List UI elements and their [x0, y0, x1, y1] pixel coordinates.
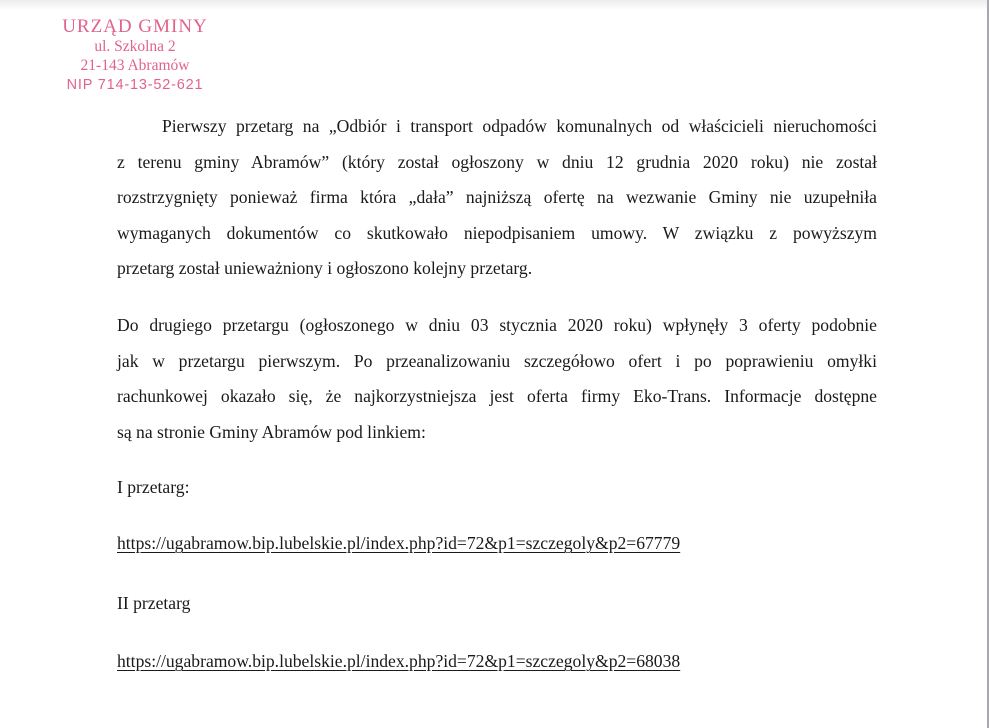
- tender-1-label: I przetarg:: [117, 477, 190, 497]
- tender-1-link[interactable]: https://ugabramow.bip.lubelskie.pl/index.php?id=72&p1=szczegoly&p2=67779: [117, 533, 681, 553]
- tender-2-link[interactable]: https://ugabramow.bip.lubelskie.pl/index.php?id=72&p1=szczegoly&p2=68038: [117, 651, 681, 671]
- paragraph-line: przetarg został unieważniony i ogłoszono kolejny przetarg.: [117, 258, 533, 278]
- paragraph-line: Pierwszy przetarg na „Odbiór i transport odpadów komunalnych od właścicieli nieruchomości: [162, 116, 877, 136]
- office-stamp: [40, 17, 230, 95]
- paragraph-line: rozstrzygnięty ponieważ firma która „dała” najniższą ofertę na wezwanie Gminy nie uzupełniła: [117, 187, 877, 207]
- paragraph-second-tender: [117, 308, 877, 450]
- paragraph-line: wymaganych dokumentów co skutkowało niepodpisaniem umowy. W związku z powyższym: [117, 222, 877, 243]
- stamp-street: ul. Szkolna 2: [94, 37, 176, 55]
- stamp-title: URZĄD GMINY: [62, 16, 208, 37]
- stamp-city: 21-143 Abramów: [80, 57, 190, 74]
- paragraph-first-tender: [117, 109, 877, 287]
- paragraph-line: jak w przetargu pierwszym. Po przeanalizowaniu szczegółowo ofert i po poprawieniu omyłki: [117, 350, 877, 371]
- tender-2-label: II przetarg: [117, 593, 191, 613]
- paragraph-line: Do drugiego przetargu (ogłoszonego w dniu 03 stycznia 2020 roku) wpłynęły 3 oferty podobnie: [117, 315, 877, 335]
- paragraph-line: z terenu gminy Abramów” (który został ogłoszony w dniu 12 grudnia 2020 roku) nie został: [117, 151, 877, 172]
- paragraph-line: są na stronie Gminy Abramów pod linkiem:: [117, 421, 426, 442]
- paragraph-line: rachunkowej okazało się, że najkorzystniejsza jest oferta firmy Eko-Trans. Informacje dostępne: [117, 386, 877, 406]
- stamp-nip: NIP 714-13-52-621: [66, 76, 204, 93]
